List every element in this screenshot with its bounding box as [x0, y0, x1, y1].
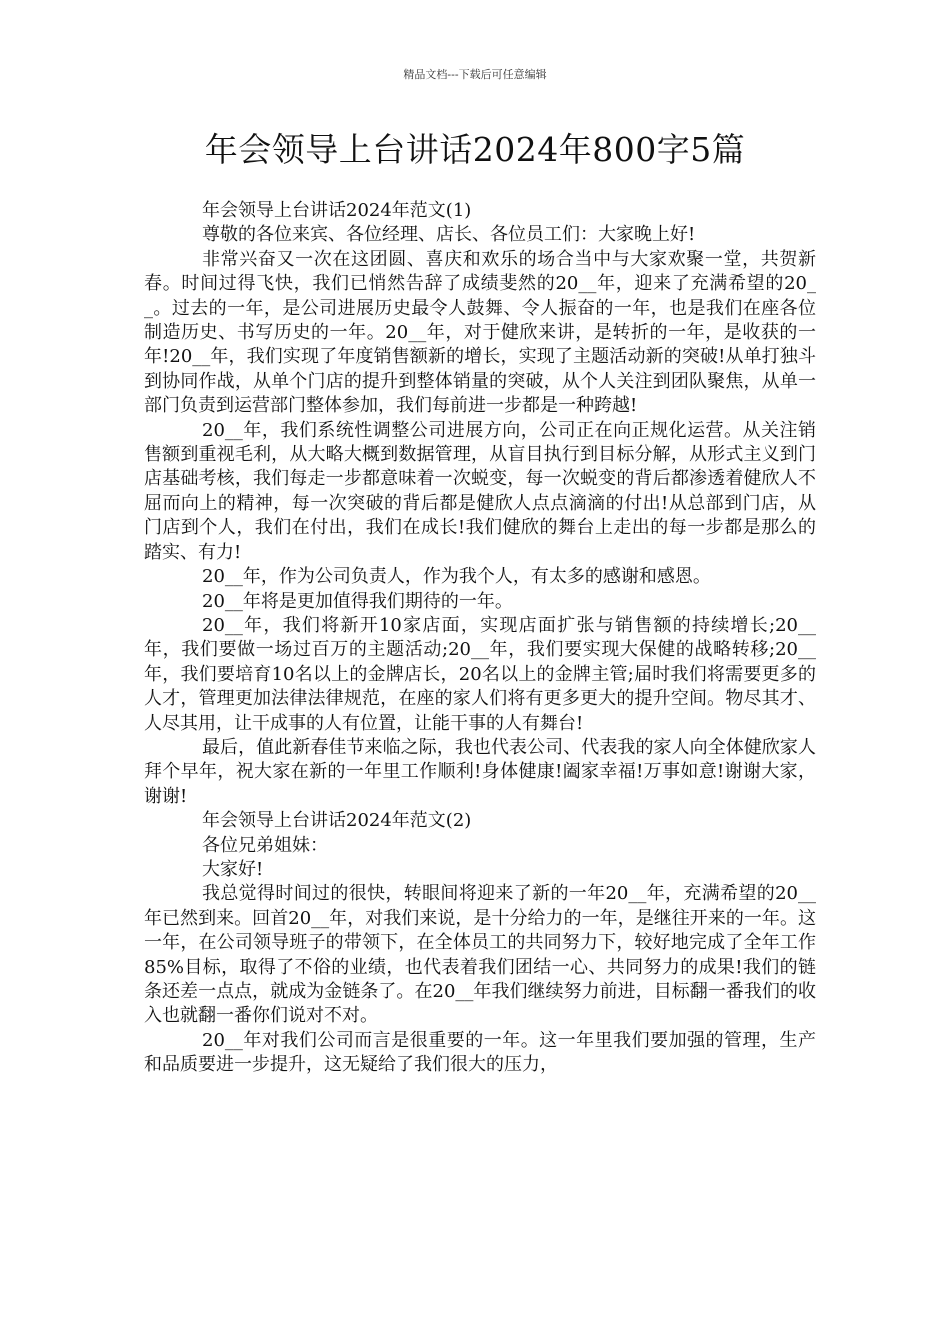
paragraph: 大家好!: [202, 858, 264, 880]
paragraph: 各位兄弟姐妹：: [202, 834, 328, 856]
header-note: 精品文档---下载后可任意编辑: [403, 68, 547, 81]
paragraph: 非常兴奋又一次在这团圆、喜庆和欢乐的场合当中与大家欢聚一堂，共贺新春。时间过得飞快，我们已悄然告辞了成绩斐然的20__年，迎来了充满希望的20__。过去的一年，是公司进展历史最令人鼓舞、令人振奋的一年，也是我们在座各位制造历史、书写历史的一年。20__年，对于健欣来讲，是转折的一年，是收获的一年!20__年，我们实现了年度销售额新的增长，实现了主题活动新的突破!从单打独斗到协同作战，从单个门店的提升到整体销量的突破，从个人关注到团队聚焦，从单一部门负责到运营部门整体参加，我们每前进一步都是一种跨越!: [144, 248, 816, 417]
document-title: 年会领导上台讲话2024年800字5篇: [204, 130, 746, 169]
section-heading: 年会领导上台讲话2024年范文(2): [202, 810, 472, 832]
paragraph: 20__年，我们系统性调整公司进展方向，公司正在向正规化运营。从关注销售额到重视毛利，从大略大概到数据管理，从盲目执行到目标分解，从形式主义到门店基础考核，我们每走一步都意味着一次蜕变，每一次蜕变的背后都渗透着健欣人不屈而向上的精神，每一次突破的背后都是健欣人点点滴滴的付出!从总部到门店，从门店到个人，我们在付出，我们在成长!我们健欣的舞台上走出的每一步都是那么的踏实、有力!: [144, 419, 816, 563]
paragraph: 20__年，我们将新开10家店面，实现店面扩张与销售额的持续增长;20__年，我们要做一场过百万的主题活动;20__年，我们要实现大保健的战略转移;20__年，我们要培育10名以上的金牌店长，20名以上的金牌主管;届时我们将需要更多的人才，管理更加法律法律规范，在座的家人们将有更多更大的提升空间。物尽其才、人尽其用，让干成事的人有位置，让能干事的人有舞台!: [144, 614, 816, 734]
paragraph: 20__年将是更加值得我们期待的一年。: [202, 590, 513, 612]
paragraph: 我总觉得时间过的很快，转眼间将迎来了新的一年20__年，充满希望的20__年已然到来。回首20__年，对我们来说，是十分给力的一年，是继往开来的一年。这一年，在公司领导班子的带领下，在全体员工的共同努力下，较好地完成了全年工作85%目标，取得了不俗的业绩，也代表着我们团结一心、共同努力的成果!我们的链条还差一点点，就成为金链条了。在20__年我们继续努力前进，目标翻一番我们的收入也就翻一番你们说对不对。: [144, 883, 816, 1027]
document-body: [144, 199, 816, 1078]
paragraph: 20__年对我们公司而言是很重要的一年。这一年里我们要加强的管理，生产和品质要进一步提升，这无疑给了我们很大的压力，: [144, 1029, 816, 1076]
section-heading: 年会领导上台讲话2024年范文(1): [202, 200, 472, 221]
paragraph: 尊敬的各位来宾、各位经理、店长、各位员工们：大家晚上好!: [202, 224, 696, 246]
paragraph: 最后，值此新春佳节来临之际，我也代表公司、代表我的家人向全体健欣家人拜个早年，祝大家在新的一年里工作顺利!身体健康!阖家幸福!万事如意!谢谢大家，谢谢!: [144, 736, 816, 807]
paragraph: 20__年，作为公司负责人，作为我个人，有太多的感谢和感恩。: [202, 566, 711, 588]
